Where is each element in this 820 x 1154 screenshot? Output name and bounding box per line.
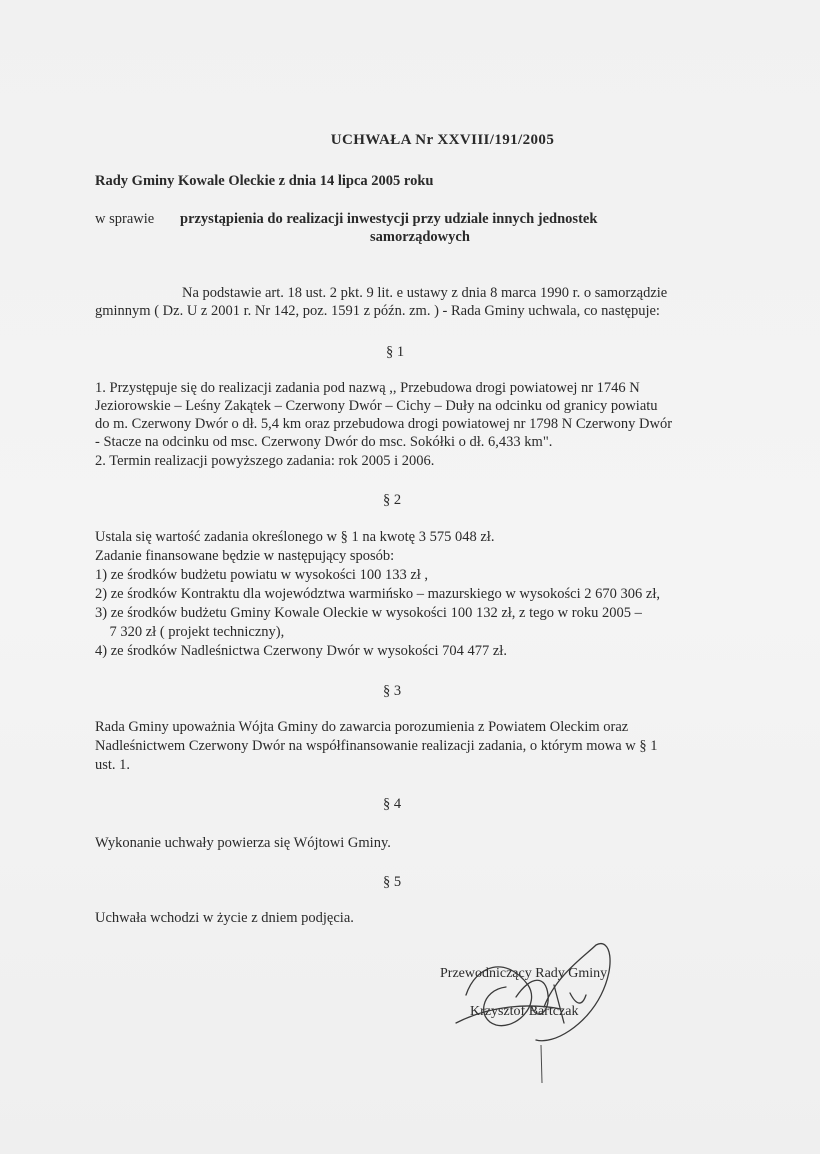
section-3-line: ust. 1.	[95, 757, 131, 773]
subject-line-1: przystąpienia do realizacji inwestycji przy udziale innych jednostek	[180, 211, 598, 227]
section-3-line: Rada Gminy upoważnia Wójta Gminy do zawarcia porozumienia z Powiatem Oleckim oraz	[95, 719, 629, 735]
subject-line-2: samorządowych	[370, 229, 470, 245]
section-1-heading: § 1	[386, 344, 405, 360]
section-1-line: do m. Czerwony Dwór o dł. 5,4 km oraz przebudowa drogi powiatowej nr 1798 N Czerwony Dwór	[95, 416, 673, 432]
section-2-line: 7 320 zł ( projekt techniczny),	[95, 624, 285, 640]
section-4-heading: § 4	[383, 796, 402, 812]
resolution-title: UCHWAŁA Nr XXVIII/191/2005	[330, 132, 555, 148]
section-1-line: - Stacze na odcinku od msc. Czerwony Dwór do msc. Sokółki o dł. 6,433 km".	[95, 434, 553, 450]
section-1-line: 2. Termin realizacji powyższego zadania: rok 2005 i 2006.	[95, 453, 435, 469]
section-3-heading: § 3	[383, 683, 402, 699]
section-5-line: Uchwała wchodzi w życie z dniem podjęcia.	[95, 910, 354, 926]
section-2-line: 2) ze środków Kontraktu dla województwa warmińsko – mazurskiego w wysokości 2 670 306 zł,	[95, 586, 660, 602]
subject-prefix: w sprawie	[95, 211, 155, 227]
section-5-heading: § 5	[383, 874, 402, 890]
section-4-line: Wykonanie uchwały powierza się Wójtowi Gminy.	[95, 835, 391, 851]
section-2-line: 4) ze środków Nadleśnictwa Czerwony Dwór w wysokości 704 477 zł.	[95, 643, 507, 659]
section-2-line: Ustala się wartość zadania określonego w § 1 na kwotę 3 575 048 zł.	[95, 529, 495, 545]
preamble-line-1: Na podstawie art. 18 ust. 2 pkt. 9 lit. e ustawy z dnia 8 marca 1990 r. o samorządzie	[182, 285, 668, 301]
section-1-line: 1. Przystępuje się do realizacji zadania pod nazwą ,, Przebudowa drogi powiatowej nr 1746 N	[95, 380, 640, 396]
section-2-line: Zadanie finansowane będzie w następujący sposób:	[95, 548, 395, 564]
section-3-line: Nadleśnictwem Czerwony Dwór na współfinansowanie realizacji zadania, o którym mowa w § 1	[95, 738, 658, 754]
section-2-line: 1) ze środków budżetu powiatu w wysokości 100 133 zł ,	[95, 567, 429, 583]
section-2-heading: § 2	[383, 492, 402, 508]
resolution-subtitle: Rady Gminy Kowale Oleckie z dnia 14 lipca 2005 roku	[95, 173, 434, 189]
signature-role: Przewodniczący Rady Gminy	[440, 966, 608, 981]
handwritten-signature	[436, 935, 656, 1085]
preamble-line-2: gminnym ( Dz. U z 2001 r. Nr 142, poz. 1591 z późn. zm. ) - Rada Gminy uchwala, co następuje:	[95, 303, 660, 319]
signature-block	[436, 935, 656, 1085]
signature-name: Krzysztof Bartczak	[470, 1004, 579, 1019]
section-1-line: Jeziorowskie – Leśny Zakątek – Czerwony Dwór – Cichy – Duły na odcinku od granicy powiatu	[95, 398, 658, 414]
section-2-line: 3) ze środków budżetu Gminy Kowale Oleckie w wysokości 100 132 zł, z tego w roku 2005 –	[95, 605, 642, 621]
